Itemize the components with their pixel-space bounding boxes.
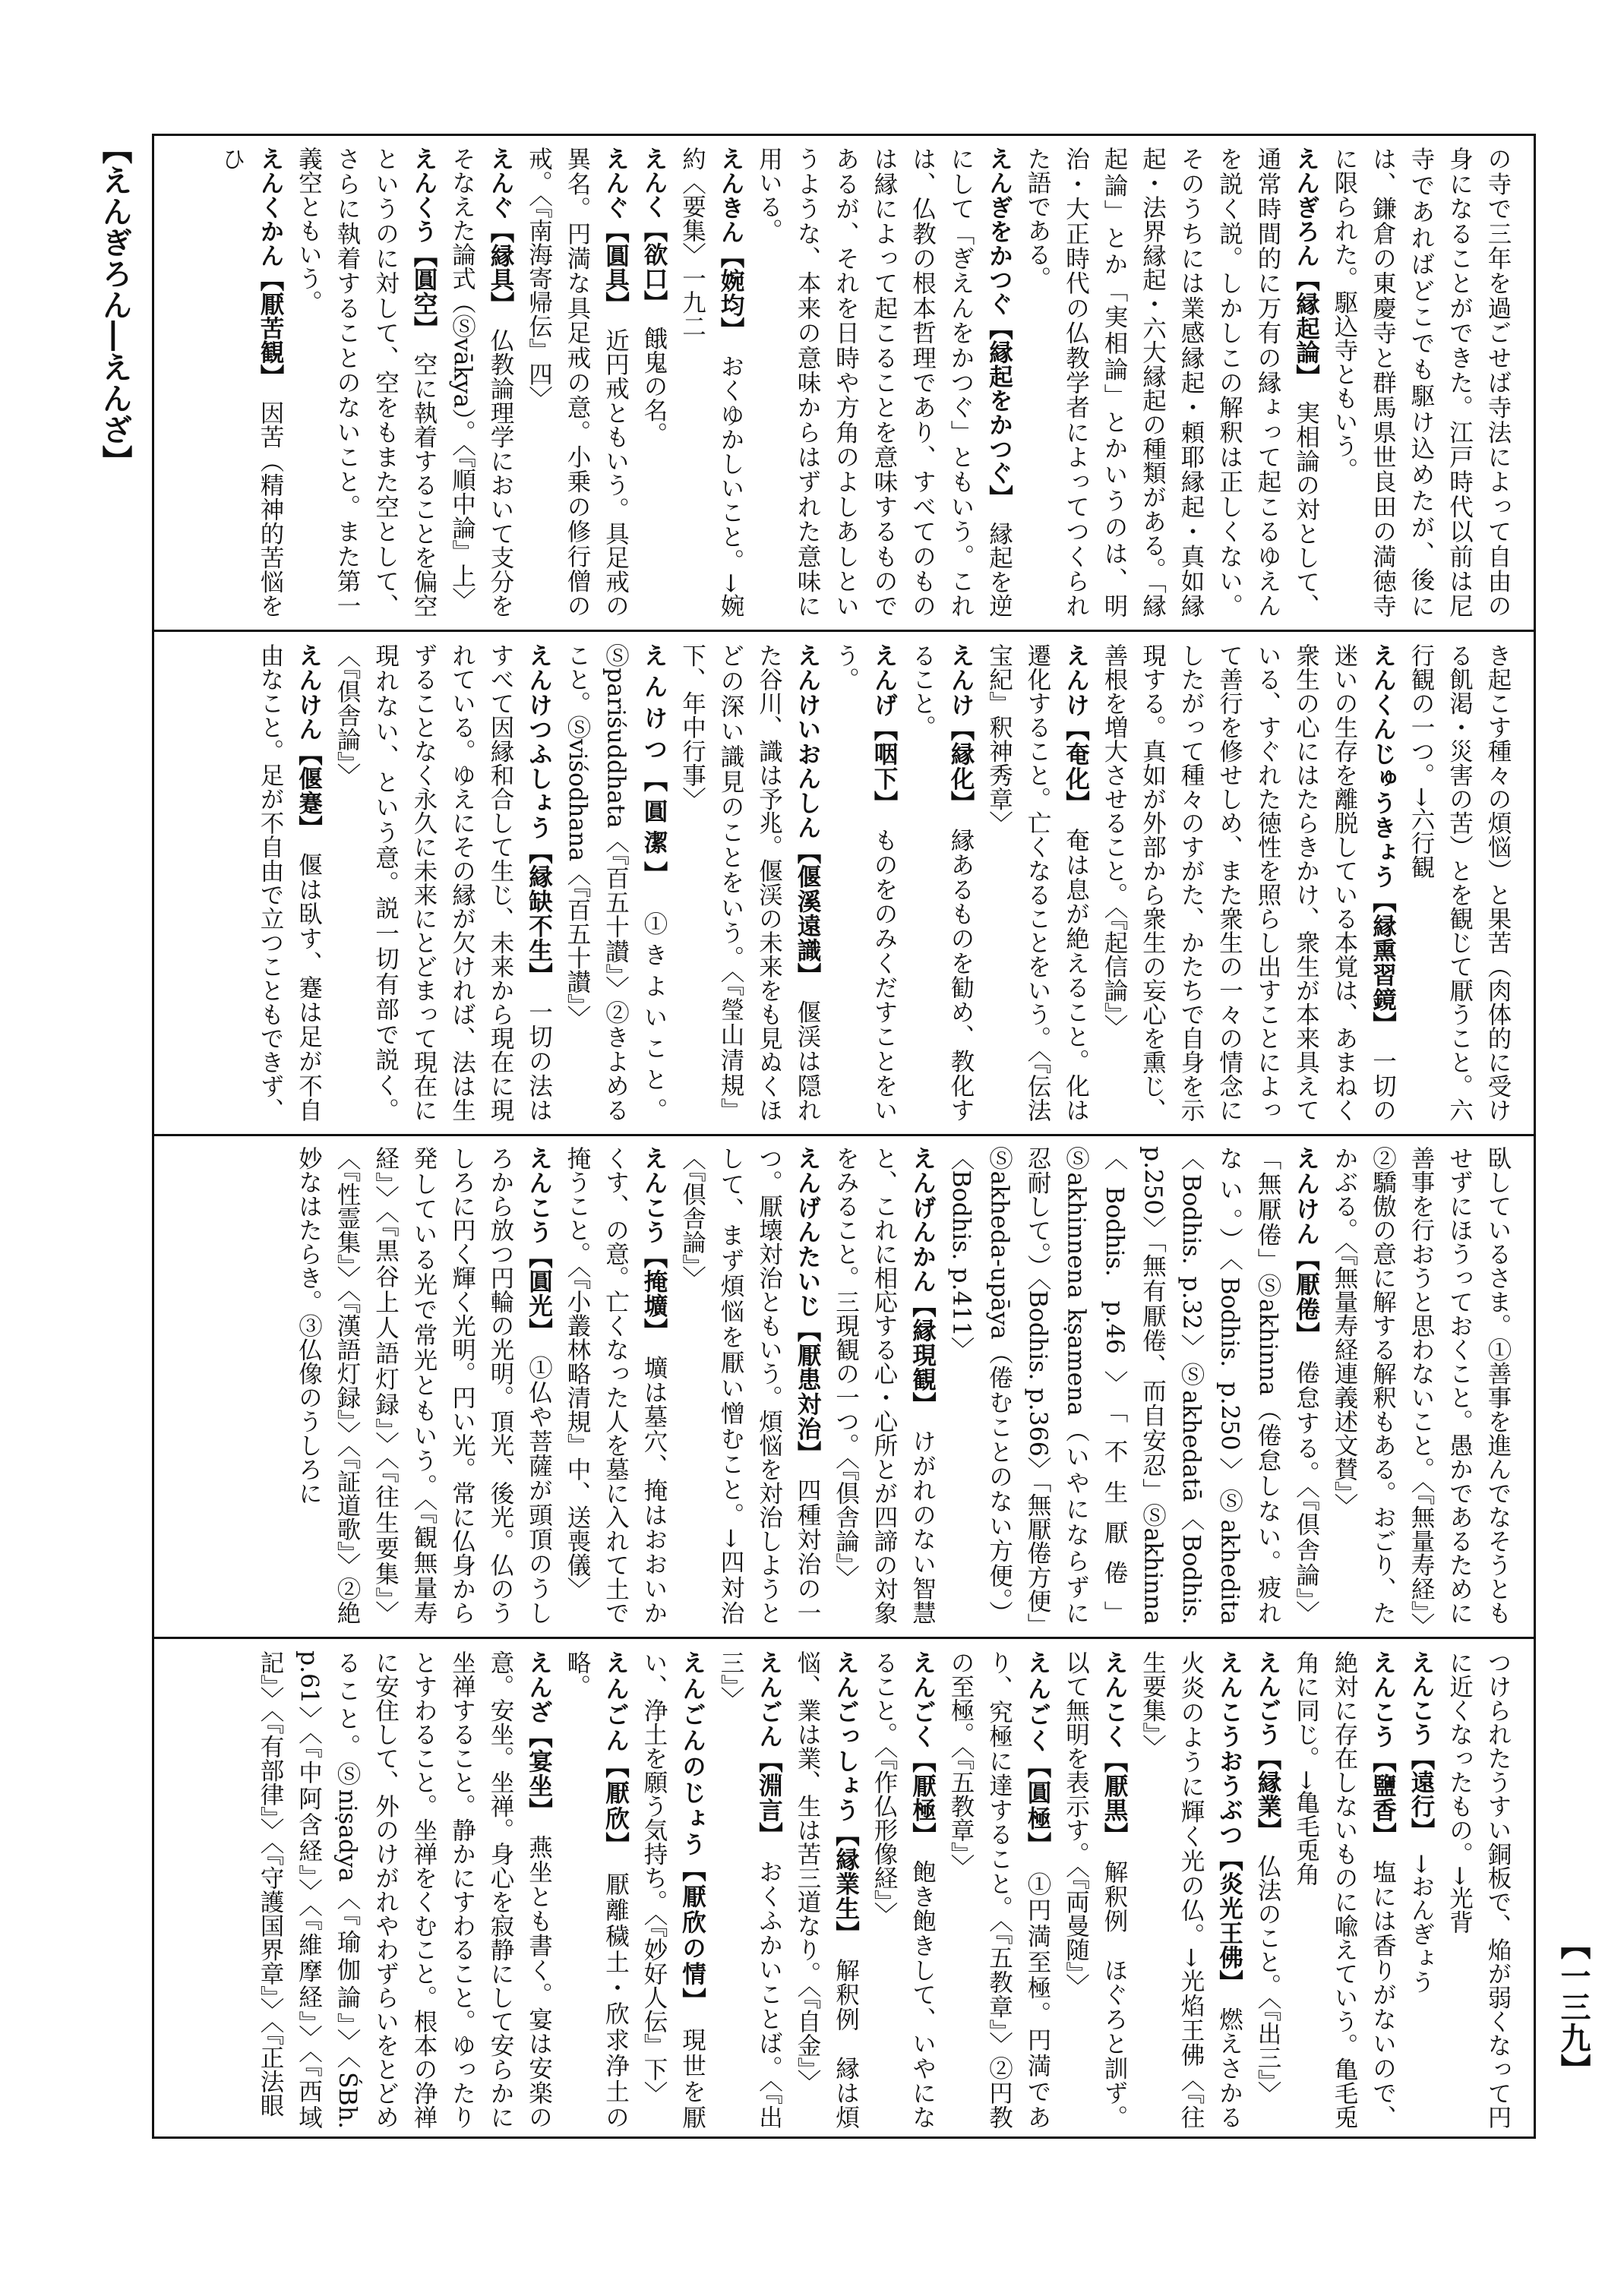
tier-divider	[154, 1637, 1534, 1639]
page-number: 【一三九】	[1556, 1929, 1591, 2085]
entry-headword: えんげんかん【縁現観】	[908, 1146, 937, 1404]
entry-headword: えんけん【厭倦】	[1292, 1146, 1321, 1335]
dictionary-entry: えんけ【縁化】 縁あるものを勧め、教化すること。	[908, 643, 975, 1122]
dictionary-entry: えんごっしょう【縁業生】 解釈例 縁は煩悩、業は業、生は苦三道なり。〈『自金』〉	[794, 1650, 861, 2129]
dictionary-entry: えんげんたいじ【厭患対治】 四種対治の一つ。厭壊対治ともいう。煩悩を対治しようとして、まず煩悩を厭い憎むこと。→四対治〈『倶舎論』〉	[678, 1146, 822, 1625]
entry-headword: えんこう【遠行】	[1408, 1650, 1436, 1830]
entry-headword: えんけつふしょう【縁缺不生】	[525, 643, 554, 975]
entry-headword: えんごん【厭欣】	[602, 1650, 630, 1846]
dictionary-entry: えんげ【咽下】 ものをのみくだすことをいう。	[832, 643, 899, 1122]
entry-headword: えんごく【圓極】	[1024, 1650, 1052, 1846]
dictionary-entry: えんぐ【圓具】 近円戒ともいう。具足戒の異名。円満な具足戒の意。小乗の修行僧の戒。〈『南海寄帰伝』四〉	[525, 147, 630, 617]
entry-headword: えんく【欲口】	[640, 147, 668, 302]
entry-headword: えんごんのじょう【厭欣の情】	[678, 1650, 707, 2001]
dictionary-entry: えんけいおんしん【偃溪遠識】 偃渓は隠れた谷川、識は予兆。偃渓の未来をも見ぬくほどの深い識見のことをいう。〈『瑩山清規』下、年中行事〉	[678, 643, 822, 1122]
entry-headword: えんこうおうぶつ【炎光王佛】	[1215, 1650, 1244, 1982]
entry-headword: えんこく【厭黒】	[1101, 1650, 1129, 1835]
dictionary-entry: えんきん【婉均】 おくゆかしいこと。→婉約〈要集〉一九二	[678, 147, 745, 617]
entry-headword: えんけ【縁化】	[947, 643, 975, 804]
dictionary-entry: えんこう【遠行】 →おんぎょう	[1408, 1650, 1436, 1994]
dictionary-entry: えんぎをかつぐ【縁起をかつぐ】 縁起を逆にして「ぎえんをかつぐ」ともいう。これは、仏教の根本哲理であり、すべてのものは縁によって起こることを意味するものであるが、それを日時や方角のよしあしというような、本来の意味からはずれた意味に用いる。	[755, 147, 1014, 617]
dictionary-entry: えんざ【宴坐】 燕坐とも書く。宴は安楽の意。安坐。坐禅。身心を寂静にして安らかに坐禅すること。静かにすわること。ゆったりとすわること。坐禅をくむこと。根本の浄禅に安住して、外のけがれやわずらいをとどめること。Ⓢniṣadya〈『瑜伽論』〉〈ŚBh. p.61〉〈『中阿含経』〉〈『維摩経』〉〈『西域記』〉〈『有部律』〉〈『守護国界章』〉〈『正法眼	[257, 1650, 554, 2129]
entry-headword: えんごっしょう【縁業生】	[832, 1650, 861, 1934]
entry-headword: えんくう【圓空】	[410, 147, 438, 328]
dictionary-entry: き起こす種々の煩悩）と果苦（肉体的に受ける飢渇・災害の苦）とを観じて厭うこと。六行観の一つ。→六行観	[1408, 643, 1512, 1122]
dictionary-entry: えんごく【厭極】 飽き飽きして、いやになること。〈『作仏形像経』〉	[870, 1650, 937, 2129]
dictionary-entry: えんこく【厭黒】 解釈例 ほぐろと訓ず。以て無明を表示す。〈『両曼随』〉	[1062, 1650, 1129, 2129]
entry-headword: えんけん【偃蹇】	[295, 643, 324, 828]
tier-3	[174, 1146, 1517, 1625]
entry-headword: えんぎをかつぐ【縁起をかつぐ】	[985, 147, 1014, 497]
entry-headword: えんぎろん【縁起論】	[1292, 147, 1321, 377]
entry-headword: えんぐ【圓具】	[602, 147, 630, 304]
tier-2	[174, 643, 1517, 1122]
dictionary-entry: えんごん【淵言】 おくふかいことば。〈『出三』〉	[717, 1650, 784, 2129]
entry-headword: えんけいおんしん【偃溪遠識】	[794, 643, 822, 975]
tier-divider	[154, 630, 1534, 632]
entry-headword: えんこう【掩壙】	[640, 1146, 668, 1331]
dictionary-entry: つけられたうすい銅板で、焔が弱くなって円に近くなったもの。→光背	[1445, 1650, 1512, 2129]
dictionary-entry: えんごんのじょう【厭欣の情】 現世を厭い、浄土を願う気持ち。〈『妙好人伝』下〉	[640, 1650, 707, 2129]
dictionary-entry: えんごく【圓極】 ①円満至極。円満であり、究極に達すること。〈『五教章』〉②円教の至極。〈『五教章』〉	[947, 1650, 1052, 2129]
entry-headword: えんけつ【圓潔】	[640, 643, 668, 880]
dictionary-entry: えんけん【偃蹇】 偃は臥す、蹇は足が不自由なこと。足が不自由で立つこともできず、	[257, 643, 324, 1122]
entry-headword: えんごん【淵言】	[755, 1650, 784, 1835]
tier-4	[174, 1650, 1517, 2129]
tier-divider	[154, 1134, 1534, 1136]
tier-1	[174, 147, 1517, 617]
dictionary-entry: えんぐ【縁具】 仏教論理学において支分をそなえた論式（Ⓢvākya）。〈『順中論』上〉	[448, 147, 515, 617]
page-frame	[152, 134, 1536, 2139]
entry-headword: えんぐ【縁具】	[487, 147, 515, 304]
dictionary-entry: えんけつふしょう【縁缺不生】 一切の法はすべて因縁和合して生じ、未来から現在に現れている。ゆえにその縁が欠ければ、法は生ずることなく永久に未来にとどまって現在に現れない、という意。説一切有部で説く。〈『倶舎論』〉	[333, 643, 554, 1122]
entry-headword: えんけ【奄化】	[1062, 643, 1091, 804]
entry-headword: えんげ【咽下】	[870, 643, 899, 804]
dictionary-entry: えんこう【鹽香】 塩には香りがないので、絶対に存在しないものに喩えていう。亀毛兎角に同じ。→亀毛兎角	[1292, 1650, 1398, 2129]
dictionary-entry: えんけつ【圓潔】 ①きよいこと。Ⓢpariśuddhata〈『百五十讃』〉②きよめること。Ⓢviśodhana〈『百五十讃』〉	[564, 643, 668, 1122]
dictionary-entry: えんごん【厭欣】 厭離穢土・欣求浄土の略。	[564, 1650, 630, 2129]
dictionary-entry: えんく【欲口】 餓鬼の名。	[640, 147, 668, 446]
running-head: 【えんぎろん―えんざ】	[97, 134, 133, 476]
entry-headword: えんごく【厭極】	[908, 1650, 937, 1835]
dictionary-entry: えんくかん【厭苦観】 因苦（精神的苦悩をひ	[218, 147, 285, 617]
dictionary-entry: えんくう【圓空】 空に執着することを偏空というのに対して、空をもまた空として、さらに執着することのないこと。また第一義空ともいう。	[295, 147, 438, 617]
dictionary-entry: の寺で三年を過ごせば寺法によって自由の身になることができた。江戸時代以前は尼寺であればどこでも駆け込めたが、後には、鎌倉の東慶寺と群馬県世良田の満徳寺に限られた。駆込寺ともいう。	[1331, 147, 1512, 617]
dictionary-entry: えんくんじゅうきょう【縁熏習鏡】 一切の迷いの生存を離脱している本覚は、あまねく衆生の心にはたらきかけ、衆生が本来具えている、すぐれた徳性を照らし出すことによって善行を修せしめ、また衆生の一々の情念にしたがって種々のすがた、かたちで自身を示現する。真如が外部から衆生の妄心を熏じ、善根を増大させること。〈『起信論』〉	[1101, 643, 1398, 1122]
dictionary-entry: えんこう【圓光】 ①仏や菩薩が頭頂のうしろから放つ円輪の光明。頂光、後光。仏のうしろに円く輝く光明。円い光。常に仏身から発している光で常光ともいう。〈『観無量寿経』〉〈『黒谷上人語灯録』〉〈『往生要集』〉〈『性霊集』〉〈『漢語灯録』〉〈『証道歌』〉②絶妙なはたらき。③仏像のうしろに	[295, 1146, 554, 1625]
dictionary-entry: 臥しているさま。①善事を進んでなそうともせずにほうっておくこと。愚かであるために善事を行おうと思わないこと。〈『無量寿経』〉②驕傲の意に解する解釈もある。おごり、たかぶる。〈『無量寿経連義述文賛』〉	[1331, 1146, 1512, 1625]
dictionary-entry: えんけ【奄化】 奄は息が絶えること。化は遷化すること。亡くなることをいう。〈『伝法宝紀』釈神秀章〉	[985, 643, 1091, 1122]
entry-headword: えんくかん【厭苦観】	[257, 147, 285, 377]
entry-headword: えんくんじゅうきょう【縁熏習鏡】	[1369, 643, 1398, 1025]
dictionary-entry: えんこうおうぶつ【炎光王佛】 燃えさかる火炎のように輝く光の仏。→光焰王佛〈『往生要集』〉	[1139, 1650, 1244, 2129]
entry-headword: えんこう【圓光】	[525, 1146, 554, 1331]
dictionary-entry: えんぎろん【縁起論】 実相論の対として、通常時間的に万有の縁ょって起こるゆえんを説く説。しかしこの解釈は正しくない。そのうちには業感縁起・頼耶縁起・真如縁起・法界縁起・六大縁起の種類がある。「縁起論」とか「実相論」とかいうのは、明治・大正時代の仏教学者によってつくられた語である。	[1024, 147, 1321, 617]
entry-headword: えんげんたいじ【厭患対治】	[794, 1146, 822, 1454]
entry-headword: えんごう【縁業】	[1254, 1650, 1282, 1830]
dictionary-entry: えんけん【厭倦】 倦怠する。〈『倶舎論』〉「無厭倦」Ⓢakhinna（倦怠しない。疲れない。）〈Bodhis. p.250〉Ⓢakhedita〈Bodhis. p.32〉Ⓢakhedatā〈Bodhis. p.250〉「無有厭倦、而自安忍」Ⓢakhinna〈Bodhis. p.46〉「不生厭倦」Ⓢakhinnena kṣamena（いやにならずに忍耐して。）〈Bodhis. p.366〉「無厭倦方便」Ⓢakheda-upāya（倦むことのない方便。）〈Bodhis. p.411〉	[947, 1146, 1321, 1625]
dictionary-entry: えんこう【掩壙】 壙は墓穴、掩はおおいかくす、の意。亡くなった人を墓に入れて土で掩うこと。〈『小叢林略清規』中、送喪儀〉	[564, 1146, 668, 1625]
entry-headword: えんきん【婉均】	[717, 147, 745, 330]
entry-headword: えんこう【鹽香】	[1369, 1650, 1398, 1835]
dictionary-entry: えんごう【縁業】 仏法のこと。〈『出三』〉	[1254, 1650, 1282, 2105]
dictionary-entry: えんげんかん【縁現観】 けがれのない智慧と、これに相応する心・心所とが四諦の対象をみること。三現観の一つ。〈『倶舎論』〉	[832, 1146, 937, 1625]
entry-headword: えんざ【宴坐】	[525, 1650, 554, 1811]
